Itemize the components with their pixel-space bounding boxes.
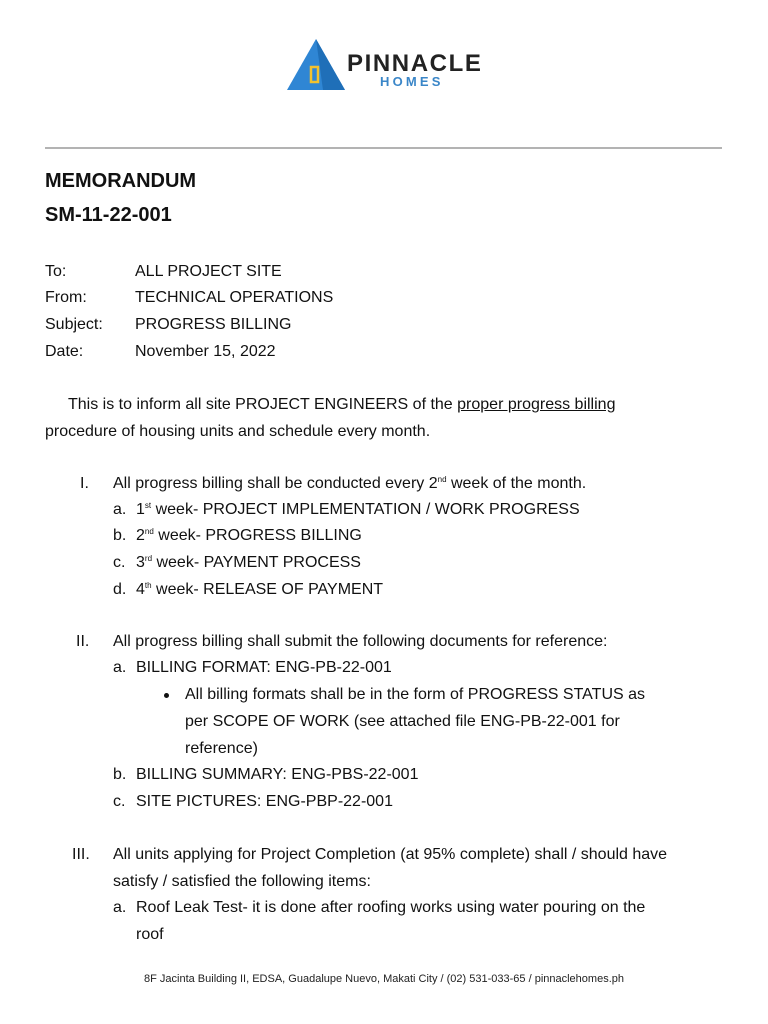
subject-label: Subject: <box>45 316 103 333</box>
memo-title: MEMORANDUM <box>45 170 197 192</box>
week-number: 1 <box>136 501 145 518</box>
to-value: ALL PROJECT SITE <box>135 263 282 280</box>
section-2-item-letter: a. <box>113 659 127 676</box>
section-1-item <box>136 554 361 572</box>
section-1-item-letter: c. <box>113 554 126 571</box>
section-2-item-a: BILLING FORMAT: ENG-PB-22-001 <box>136 659 392 676</box>
intro-text: This is to inform all site PROJECT ENGINEERS of the <box>68 396 458 413</box>
week-sup: th <box>144 581 152 590</box>
section-3-item-a-line-1: Roof Leak Test- it is done after roofing works using water pouring on the <box>136 899 646 916</box>
section-1-text-pre: All progress billing shall be conducted every 2 <box>113 475 438 492</box>
section-2-item-letter: c. <box>113 793 126 810</box>
week-sup: rd <box>144 554 153 563</box>
from-value: TECHNICAL OPERATIONS <box>135 289 334 306</box>
bullet-line: All billing formats shall be in the form of PROGRESS STATUS as <box>185 686 646 703</box>
section-1-item-letter: d. <box>113 581 127 598</box>
memo-code: SM-11-22-001 <box>45 204 172 226</box>
section-2-number: II. <box>76 633 90 650</box>
section-2-item-c: SITE PICTURES: ENG-PBP-22-001 <box>136 793 393 810</box>
intro-line-1 <box>68 396 615 414</box>
week-sup: nd <box>144 527 154 536</box>
bullet-line: reference) <box>185 740 258 757</box>
section-1-item <box>136 581 383 599</box>
section-2-text: All progress billing shall submit the following documents for reference: <box>113 633 608 650</box>
date-value: November 15, 2022 <box>135 343 276 360</box>
week-number: 4 <box>136 581 145 598</box>
week-number: 3 <box>136 554 145 571</box>
company-logo <box>285 37 485 93</box>
section-2-item-b: BILLING SUMMARY: ENG-PBS-22-001 <box>136 766 419 783</box>
from-label: From: <box>45 289 87 306</box>
section-1-item-letter: b. <box>113 527 127 544</box>
intro-underlined-text: proper progress billing <box>457 396 616 413</box>
week-sup: st <box>144 501 152 510</box>
week-number: 2 <box>136 527 145 544</box>
section-2-item-letter: b. <box>113 766 127 783</box>
section-3-item-letter: a. <box>113 899 127 916</box>
week-text: week- PROGRESS BILLING <box>153 527 362 544</box>
section-3-item-a-line-2: roof <box>136 926 164 943</box>
subject-value: PROGRESS BILLING <box>135 316 292 333</box>
page-footer: 8F Jacinta Building II, EDSA, Guadalupe Nuevo, Makati City / (02) 531-033-65 / pinnaclehomes.ph <box>144 973 624 985</box>
section-1-sup: nd <box>437 475 447 484</box>
to-label: To: <box>45 263 67 280</box>
pinnacle-mountain-icon <box>285 37 347 93</box>
header-divider <box>45 147 722 149</box>
bullet-line: per SCOPE OF WORK (see attached file ENG-PB-22-001 for <box>185 713 620 730</box>
section-1-item <box>136 527 362 545</box>
section-1-item <box>136 501 580 519</box>
week-text: week- PROJECT IMPLEMENTATION / WORK PROGRESS <box>151 501 580 518</box>
intro-line-2: procedure of housing units and schedule every month. <box>45 423 431 440</box>
section-3-text-line-2: satisfy / satisfied the following items: <box>113 873 371 890</box>
brand-name: PINNACLE <box>347 50 483 77</box>
section-1-number: I. <box>80 475 89 492</box>
section-1-text <box>113 475 586 493</box>
section-1-item-letter: a. <box>113 501 127 518</box>
section-1-text-post: week of the month. <box>446 475 587 492</box>
section-3-number: III. <box>72 846 90 863</box>
brand-subtitle: HOMES <box>380 74 444 89</box>
week-text: week- RELEASE OF PAYMENT <box>151 581 384 598</box>
bullet-dot-icon <box>164 693 169 698</box>
week-text: week- PAYMENT PROCESS <box>152 554 361 571</box>
section-3-text-line-1: All units applying for Project Completion (at 95% complete) shall / should have <box>113 846 668 863</box>
date-label: Date: <box>45 343 84 360</box>
